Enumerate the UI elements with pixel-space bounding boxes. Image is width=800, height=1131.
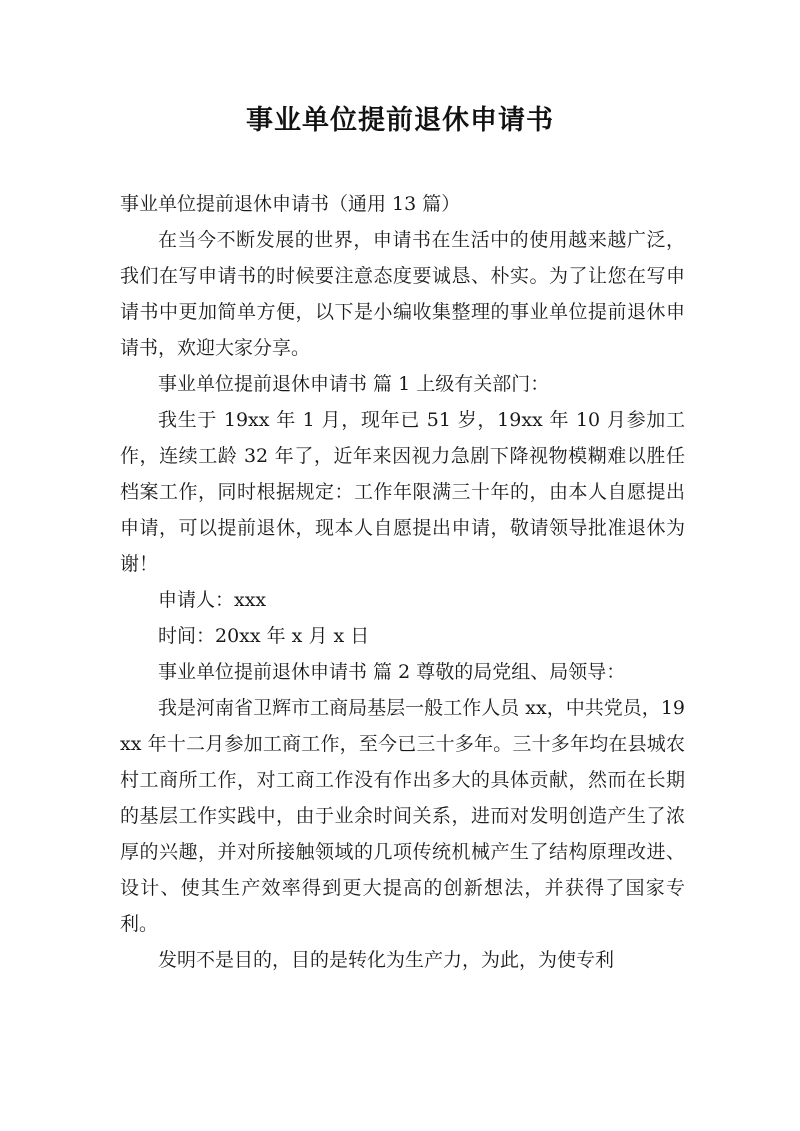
applicant-line: 申请人：xxx bbox=[158, 589, 267, 611]
section-1-heading: 事业单位提前退休申请书 篇 1 上级有关部门： bbox=[158, 373, 550, 395]
intro-paragraph: 在当今不断发展的世界，申请书在生活中的使用越来越广泛，我们在写申请书的时候要注意态度要诚恳、朴实。为了让您在写申请书中更加简单方便，以下是小编收集整理的事业单位提前退休申请书，欢迎大家分享。 bbox=[120, 229, 685, 359]
section-2-heading: 事业单位提前退休申请书 篇 2 尊敬的局党组、局领导： bbox=[158, 661, 626, 683]
document-title: 事业单位提前退休申请书 bbox=[246, 105, 554, 136]
subtitle-line: 事业单位提前退休申请书（通用 13 篇） bbox=[120, 193, 461, 215]
section-1-body: 我生于 19xx 年 1 月，现年已 51 岁，19xx 年 10 月参加工作，连续工龄 32 年了，近年来因视力急剧下降视物模糊难以胜任档案工作，同时根据规定：工作年限满三十年的，由本人自愿提出申请，可以提前退休，现本人自愿提出申请，敬请领导批准退休为谢！ bbox=[120, 409, 685, 575]
section-2-continuation: 发明不是目的，目的是转化为生产力，为此，为使专利 bbox=[158, 949, 615, 971]
date-line: 时间：20xx 年 x 月 x 日 bbox=[158, 625, 370, 647]
section-2-body: 我是河南省卫辉市工商局基层一般工作人员 xx，中共党员，19xx 年十二月参加工商工作，至今已三十多年。三十多年均在县城农村工商所工作，对工商工作没有作出多大的具体贡献，然而在长期的基层工作实践中，由于业余时间关系，进而对发明创造产生了浓厚的兴趣，并对所接触领域的几项传统机械产生了结构原理改进、设计、使其生产效率得到更大提高的创新想法，并获得了国家专利。 bbox=[120, 697, 685, 935]
document-body bbox=[120, 186, 685, 978]
